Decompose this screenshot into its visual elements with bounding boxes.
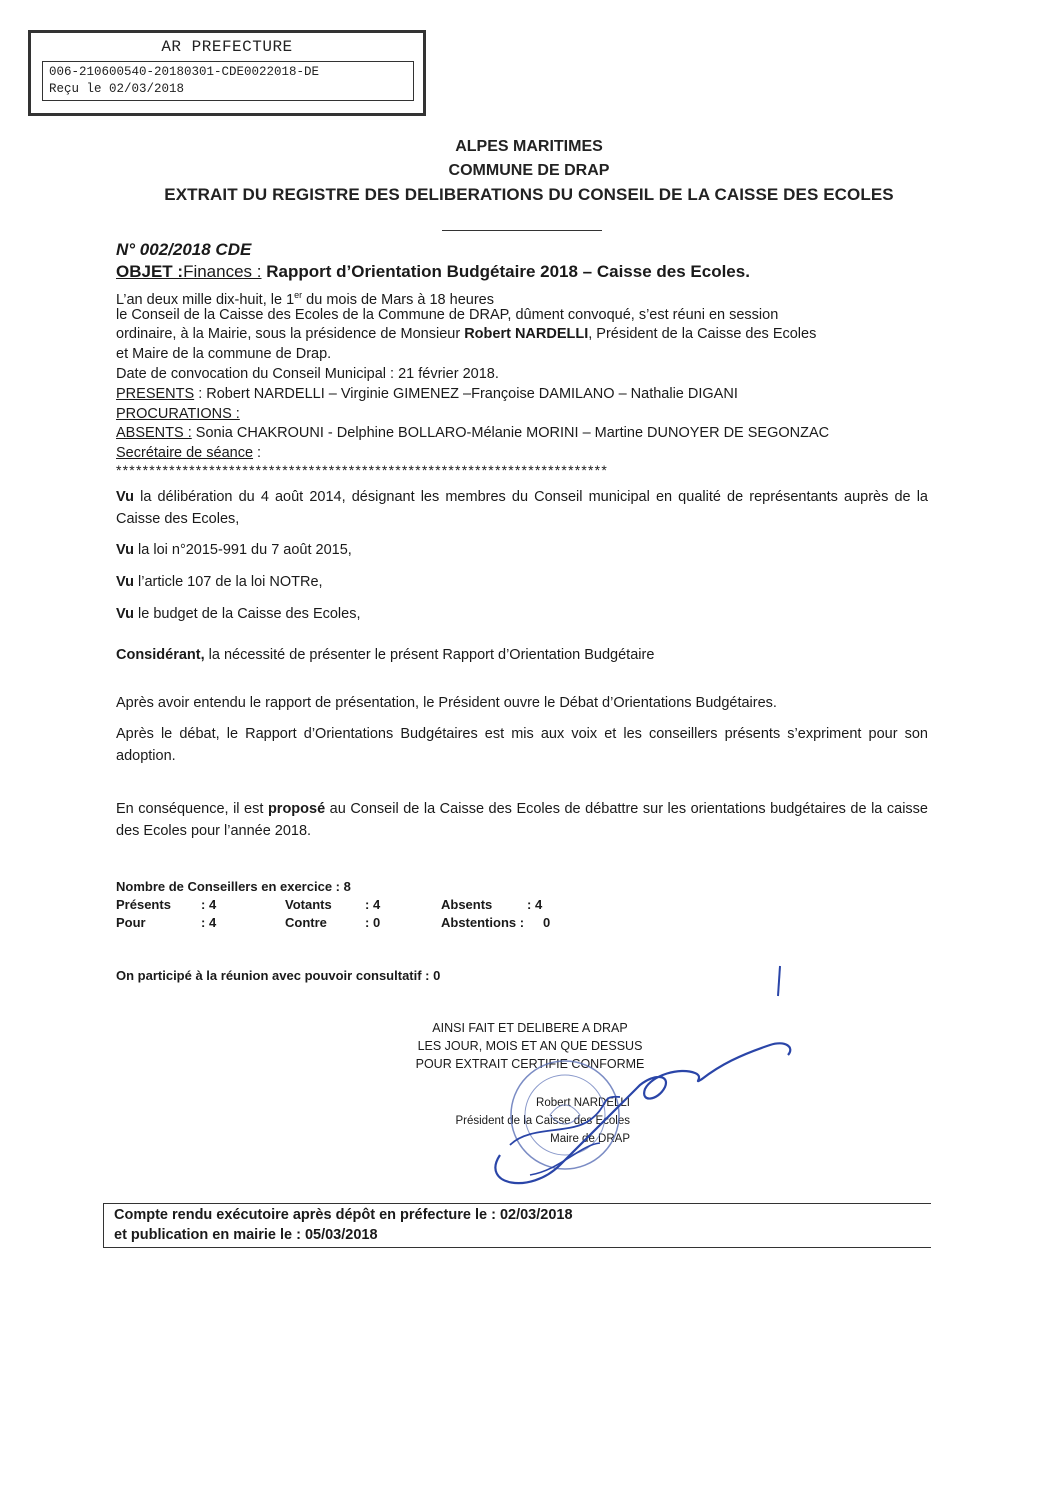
presents-line: PRESENTS : Robert NARDELLI – Virginie GIMENEZ –Françoise DAMILANO – Nathalie DIGANI	[116, 386, 738, 402]
abstentions-label: Abstentions :	[441, 915, 525, 930]
stamp-title: AR PREFECTURE	[161, 38, 293, 56]
signature-line-2: LES JOUR, MOIS ET AN QUE DESSUS	[417, 1039, 643, 1053]
votants-label: Votants	[285, 897, 332, 912]
stamp-received-date: Reçu le 02/03/2018	[49, 82, 185, 96]
pen-mark	[770, 962, 790, 1002]
footer-prefecture-line: Compte rendu exécutoire après dépôt en préfecture le : 02/03/2018	[114, 1207, 573, 1223]
convocation-date: Date de convocation du Conseil Municipal : 21 février 2018.	[116, 366, 499, 382]
abstentions-value: 0	[543, 915, 551, 930]
header-department: ALPES MARITIMES	[455, 138, 603, 155]
presentation-paragraph: Après avoir entendu le rapport de présentation, le Président ouvre le Débat d’Orientations Budgétaires.	[116, 695, 777, 711]
presents-label: Présents	[116, 897, 171, 912]
deliberation-number: N° 002/2018 CDE	[116, 240, 252, 259]
header-divider	[442, 230, 602, 231]
procurations-line: PROCURATIONS :	[116, 406, 240, 422]
footer-publication-line: et publication en mairie le : 05/03/2018	[114, 1227, 378, 1243]
vu-paragraph-1: Vu la délibération du 4 août 2014, désignant les membres du Conseil municipal en qualité de représentants auprès de la Caisse des Ecoles,	[116, 489, 928, 527]
subject-label: OBJET :Finances :	[116, 262, 262, 281]
absents-label: Absents	[441, 897, 493, 912]
vu-paragraph-3: Vu l’article 107 de la loi NOTRe,	[116, 574, 323, 590]
intro-line-4: et Maire de la commune de Drap.	[116, 346, 332, 362]
votants-value: : 4	[365, 897, 381, 912]
conseillers-exercice: Nombre de Conseillers en exercice : 8	[116, 879, 351, 894]
absents-line: ABSENTS : Sonia CHAKROUNI - Delphine BOLLARO-Mélanie MORINI – Martine DUNOYER DE SEGONZAC	[116, 425, 830, 441]
intro-line-2: le Conseil de la Caisse des Ecoles de la Commune de DRAP, dûment convoqué, s’est réuni en session	[116, 307, 779, 323]
signatory-name: Robert NARDELLI	[536, 1097, 630, 1109]
considerant-paragraph: Considérant, la nécessité de présenter le présent Rapport d’Orientation Budgétaire	[116, 647, 655, 663]
deliberation-subject	[116, 262, 750, 282]
prefecture-stamp	[28, 30, 426, 116]
secretaire-line: Secrétaire de séance :	[116, 445, 262, 461]
stamp-details	[42, 61, 414, 101]
asterisk-separator: **************************************************************************	[116, 462, 608, 478]
signature-line-3: POUR EXTRAIT CERTIFIE CONFORME	[415, 1057, 645, 1071]
vu-paragraph-2: Vu la loi n°2015-991 du 7 août 2015,	[116, 542, 352, 558]
intro-line-3: ordinaire, à la Mairie, sous la présidence de Monsieur Robert NARDELLI, Président de la Caisse des Ecoles	[116, 326, 817, 342]
contre-value: : 0	[365, 915, 381, 930]
presents-value: : 4	[201, 897, 217, 912]
document-header	[0, 135, 1058, 207]
signatory-title-1: Président de la Caisse des Ecoles	[455, 1115, 630, 1127]
vu-paragraph-4: Vu le budget de la Caisse des Ecoles,	[116, 606, 361, 622]
pour-label: Pour	[116, 915, 146, 930]
signatory-title-2: Maire de DRAP	[550, 1133, 630, 1145]
consultatif-line: On participé à la réunion avec pouvoir consultatif : 0	[116, 968, 441, 983]
header-commune: COMMUNE DE DRAP	[448, 162, 610, 179]
stamp-reference: 006-210600540-20180301-CDE0022018-DE	[49, 65, 320, 79]
absents-value: : 4	[527, 897, 543, 912]
pour-value: : 4	[201, 915, 217, 930]
contre-label: Contre	[285, 915, 327, 930]
handwritten-signature	[470, 1025, 810, 1195]
header-register-title: EXTRAIT DU REGISTRE DES DELIBERATIONS DU CONSEIL DE LA CAISSE DES ECOLES	[164, 185, 894, 204]
intro-date-line: L’an deux mille dix-huit, le 1er du mois de Mars à 18 heures	[116, 290, 494, 308]
debate-paragraph: Après le débat, le Rapport d’Orientations Budgétaires est mis aux voix et les conseillers présents s’expriment pour son adoption.	[116, 726, 928, 764]
subject-text: Rapport d’Orientation Budgétaire 2018 – Caisse des Ecoles.	[261, 262, 750, 281]
consequence-paragraph: En conséquence, il est proposé au Conseil de la Caisse des Ecoles de débattre sur les orientations budgétaires de la caisse des Ecoles pour l’année 2018.	[116, 801, 928, 839]
signature-line-1: AINSI FAIT ET DELIBERE A DRAP	[432, 1021, 628, 1035]
